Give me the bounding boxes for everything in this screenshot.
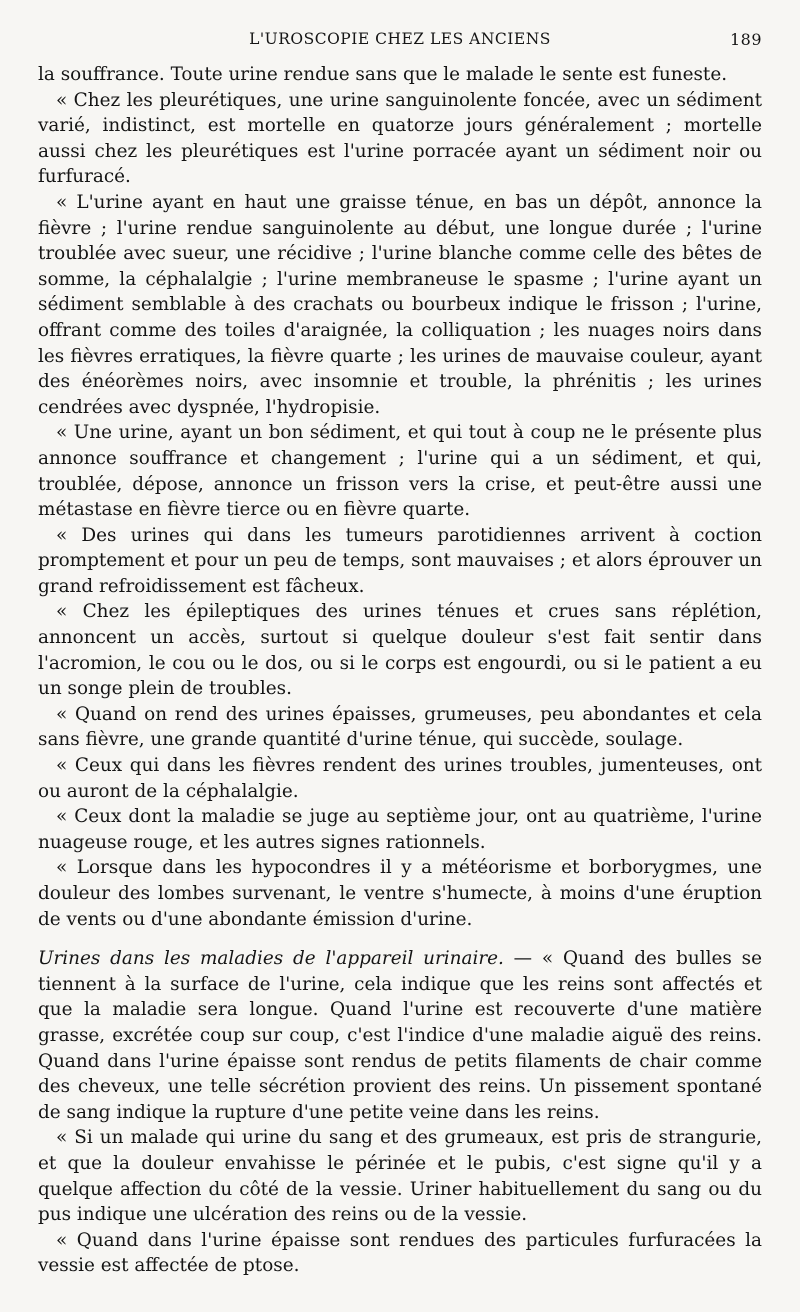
paragraph: « Des urines qui dans les tumeurs parotidiennes arrivent à coction promptement et pour un peu de temps, sont mauvaises ; et alors éprouver un grand refroidissement est fâcheux.	[38, 524, 762, 597]
running-head	[38, 30, 762, 60]
section-paragraph	[38, 946, 762, 1125]
paragraph: « Quand dans l'urine épaisse sont rendues des particules furfuracées la vessie est affectée de ptose.	[38, 1229, 762, 1277]
section-intro: — « Quand des bulles se tiennent à la surface de l'urine, cela indique que les reins sont affectés et que la maladie sera longue. Quand l'urine est recouverte d'une matière grasse, excrétée coup sur coup, c'est l'indice d'une maladie aiguë des reins. Quand dans l'urine épaisse sont rendus de petits filaments de chair comme des cheveux, une telle sécrétion provient des reins. Un pissement spontané de sang indique la rupture d'une petite veine dans les reins.	[38, 948, 762, 1123]
paragraph: « Chez les épileptiques des urines ténues et crues sans réplétion, annoncent un accès, surtout si quelque douleur s'est fait sentir dans l'acromion, le cou ou le dos, ou si le corps est engourdi, ou si le patient a eu un songe plein de troubles.	[38, 601, 762, 700]
paragraph: « Une urine, ayant un bon sédiment, et qui tout à coup ne le présente plus annonce souffrance et changement ; l'urine qui a un sédiment, et qui, troublée, dépose, annonce un frisson vers la crise, et peut-être aussi une métastase en fièvre tierce ou en fièvre quarte.	[38, 422, 762, 521]
paragraph: la souffrance. Toute urine rendue sans que le malade le sente est funeste.	[38, 64, 728, 85]
section-title: Urines dans les maladies de l'appareil urinaire.	[38, 948, 504, 970]
paragraph: « Si un malade qui urine du sang et des grumeaux, est pris de strangurie, et que la douleur envahisse le périnée et le pubis, c'est signe qu'il y a quelque affection du côté de la vessie. Uriner habituellement du sang ou du pus indique une ulcération des reins ou de la vessie.	[38, 1127, 762, 1226]
paragraph: « Ceux qui dans les fièvres rendent des urines troubles, jumenteuses, ont ou auront de la céphalalgie.	[38, 755, 762, 802]
paragraph: « Lorsque dans les hypocondres il y a météorisme et borborygmes, une douleur des lombes survenant, le ventre s'humecte, à moins d'une éruption de vents ou d'une abondante émission d'urine.	[38, 857, 762, 930]
paragraph: « Quand on rend des urines épaisses, grumeuses, peu abondantes et cela sans fièvre, une grande quantité d'urine ténue, qui succède, soulage.	[38, 703, 762, 751]
page-number: 189	[729, 30, 762, 49]
paragraph: « Ceux dont la maladie se juge au septième jour, ont au quatrième, l'urine nuageuse rouge, et les autres signes rationnels.	[38, 806, 762, 853]
paragraph: « Chez les pleurétiques, une urine sanguinolente foncée, avec un sédiment varié, indistinct, est mortelle en quatorze jours généralement ; mortelle aussi chez les pleurétiques est l'urine porracée ayant un sédiment noir ou furfuracé.	[38, 89, 762, 188]
body-text	[38, 62, 762, 1279]
running-title: L'UROSCOPIE CHEZ LES ANCIENS	[249, 30, 551, 48]
paragraph: « L'urine ayant en haut une graisse ténue, en bas un dépôt, annonce la fièvre ; l'urine rendue sanguinolente au début, une longue durée ; l'urine troublée avec sueur, une récidive ; l'urine blanche comme celle des bêtes de somme, la céphalalgie ; l'urine membraneuse le spasme ; l'urine ayant un sédiment semblable à des crachats ou bourbeux indique le frisson ; l'urine, offrant comme des toiles d'araignée, la colliquation ; les nuages noirs dans les fièvres erratiques, la fièvre quarte ; les urines de mauvaise couleur, ayant des énéorèmes noirs, avec insomnie et trouble, la phrénitis ; les urines cendrées avec dyspnée, l'hydropisie.	[38, 191, 762, 418]
